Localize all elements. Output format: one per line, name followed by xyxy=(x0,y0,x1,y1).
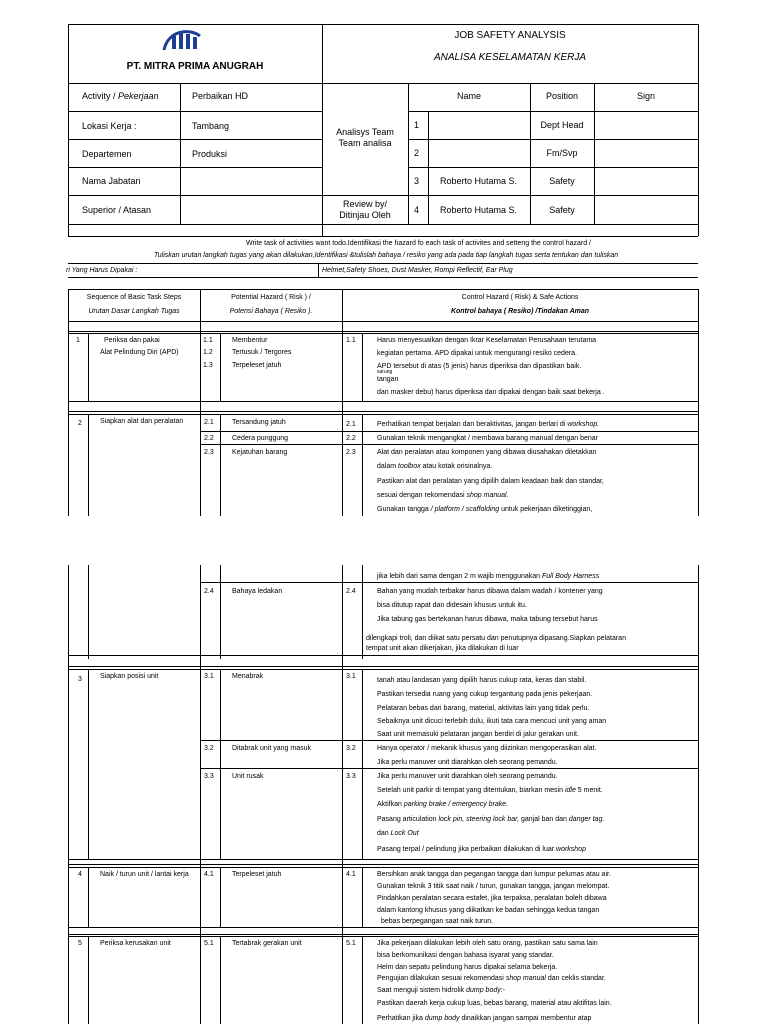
text-cell: 3.2 xyxy=(204,745,214,752)
text-cell: 2.3 xyxy=(204,449,214,456)
text-cell: Pasang articulation xyxy=(377,816,439,823)
team-row-name: Roberto Hutama S. xyxy=(440,205,518,215)
table-rule xyxy=(362,333,363,401)
table-rule xyxy=(68,414,698,415)
text-cell: tangan xyxy=(377,376,399,383)
text-cell: jika lebih dari sama dengan 2 m wajib menggunakan xyxy=(377,573,542,580)
team-row-position: Safety xyxy=(549,176,575,186)
text-line xyxy=(377,974,606,983)
text-line xyxy=(377,491,509,500)
table-rule xyxy=(362,565,363,659)
text-cell: bisa ditutup rapat dan didesain khusus untuk itu. xyxy=(377,602,527,609)
text-line xyxy=(377,800,508,809)
text-cell: 1.3 xyxy=(203,362,213,369)
team-row-no: 2 xyxy=(414,148,420,158)
text-cell: Terpeleset jatuh xyxy=(232,362,282,369)
text-cell: Saat menguji sistem hidrolik xyxy=(377,987,467,994)
col-name-header: Name xyxy=(456,91,481,101)
text-cell: Ditinjau Oleh xyxy=(339,210,391,220)
text-cell: dump body xyxy=(424,1015,460,1022)
text-cell: Gunakan teknik mengangkat / membawa barang manual dengan benar xyxy=(377,435,599,442)
table-rule xyxy=(68,139,322,140)
table-rule xyxy=(88,565,89,659)
table-rule xyxy=(220,565,221,659)
table-rule xyxy=(68,277,698,278)
text-cell: Alat Pelindung Diri (APD) xyxy=(100,349,179,356)
activity-label xyxy=(82,91,159,101)
table-rule xyxy=(698,565,699,1024)
table-rule xyxy=(68,867,698,868)
departemen-label: Departemen xyxy=(82,149,132,159)
table-rule xyxy=(68,655,698,656)
table-rule xyxy=(200,565,201,1024)
table-rule xyxy=(68,934,698,935)
text-cell: 2.2 xyxy=(204,435,214,442)
text-cell: Ditabrak unit yang masuk xyxy=(232,745,311,752)
table-rule xyxy=(408,139,698,140)
table-rule xyxy=(68,333,698,334)
text-cell: Membentur xyxy=(232,337,268,344)
text-cell: Analisys Team xyxy=(336,127,394,137)
text-line xyxy=(377,1014,591,1023)
page-break xyxy=(60,517,710,565)
col-seq-id: Urutan Dasar Langkah Tugas xyxy=(88,308,180,315)
table-rule xyxy=(88,867,89,927)
table-rule xyxy=(68,565,69,1024)
team-row-no: 1 xyxy=(414,120,420,130)
text-cell: 3.3 xyxy=(346,773,356,780)
col-hazard-id: Potensi Bahaya ( Resiko ). xyxy=(229,308,313,315)
table-rule xyxy=(68,401,698,402)
col-hazard-en: Potential Hazard ( Risk ) / xyxy=(231,294,311,301)
text-line xyxy=(377,786,603,795)
text-cell: Bahaya ledakan xyxy=(232,588,283,595)
text-cell: idle xyxy=(564,787,576,794)
table-rule xyxy=(68,936,698,937)
table-rule xyxy=(68,167,322,168)
text-cell: / platform / scaffolding xyxy=(430,506,500,513)
text-cell: Kejatuhan barang xyxy=(232,449,288,456)
text-line xyxy=(377,572,599,581)
text-cell: Periksa kerusakan unit xyxy=(100,940,171,947)
table-rule xyxy=(594,83,595,224)
text-cell: workshop. xyxy=(567,421,600,428)
text-cell: dan masker debu) harus diperiksa dan dipakai dengan baik saat bekerja . xyxy=(377,389,605,396)
text-cell: Pastikan tersedia ruang yang cukup tergantung pada jenis pekerjaan. xyxy=(377,691,593,698)
apd-label: ri Yang Harus Dipakai : xyxy=(66,267,138,274)
departemen-value: Produksi xyxy=(192,149,228,159)
text-cell: 1.2 xyxy=(203,349,213,356)
text-cell: Pekerjaan xyxy=(118,91,159,101)
superior-label: Superior / Atasan xyxy=(82,205,152,215)
text-cell: 3.1 xyxy=(346,673,356,680)
text-cell: Bersihkan anak tangga dan pegangan tangga dari lumpur pelumas atau air. xyxy=(377,871,611,878)
table-rule xyxy=(342,565,343,1024)
text-cell: 1 xyxy=(76,337,80,344)
text-cell: Pengujian dilakukan sesuai rekomendasi xyxy=(377,975,506,982)
text-cell: Hanya operator / mekanik khusus yang diizinkan mengoperasikan alat. xyxy=(377,745,597,752)
table-rule xyxy=(68,24,698,25)
table-rule xyxy=(68,236,698,237)
text-cell: dilengkapi troli, dan diikat satu persatu dan penutupnya dipasang.Siapkan pelataran xyxy=(366,635,626,642)
company-name: PT. MITRA PRIMA ANUGRAH xyxy=(126,61,264,72)
text-line xyxy=(377,505,592,514)
text-cell: 2.2 xyxy=(346,435,356,442)
instruction-line-en: Write task of activities want todo.Identifikasi the hazard fo each task of activites and setteng the control hazard / xyxy=(246,240,591,247)
text-cell: APD tersebut di atas (5 jenis) harus diperiksa dan dipastikan baik. xyxy=(377,363,582,370)
text-line xyxy=(377,829,419,838)
table-rule xyxy=(88,414,89,516)
table-rule xyxy=(220,333,221,401)
col-sign-header: Sign xyxy=(636,91,655,101)
table-rule xyxy=(220,414,221,516)
instruction-line-id: Tuliskan urutan langkah tugas yang akan dilakukan,Identifikasi &tulislah bahaya / resiko yang ada pada tiap langkah tugas serta tentukan dan tuliskan xyxy=(154,252,619,259)
table-rule xyxy=(322,195,698,196)
table-rule xyxy=(68,411,698,412)
col-position-header: Position xyxy=(545,91,579,101)
table-rule xyxy=(698,289,699,516)
table-rule xyxy=(68,927,698,928)
text-cell: Siapkan posisi unit xyxy=(100,673,159,680)
team-row-name: Roberto Hutama S. xyxy=(440,176,518,186)
table-rule xyxy=(200,582,698,583)
text-cell: Gunakan teknik 3 titik saat naik / turun, gunakan tangga, jangan melompat. xyxy=(377,883,610,890)
table-rule xyxy=(68,331,698,332)
text-cell: Periksa dan pakai xyxy=(104,337,160,344)
col-seq-en: Sequence of Basic Task Steps xyxy=(86,294,182,301)
text-cell: Pindahkan peralatan secara estafet, jika terpaksa, peralatan boleh dibawa xyxy=(377,895,607,902)
text-cell: shop manual. xyxy=(466,492,509,499)
text-line xyxy=(377,420,599,429)
text-cell: Pelataran bebas dari barang, material, aktivitas lain yang tidak perlu. xyxy=(377,705,590,712)
text-line xyxy=(377,815,604,824)
text-cell: toolbox xyxy=(398,463,421,470)
text-cell: Unit rusak xyxy=(232,773,264,780)
team-row-position: Dept Head xyxy=(540,120,584,130)
text-cell: Alat dan peralatan atau komponen yang dibawa diusahakan diletakkan xyxy=(377,449,597,456)
table-rule xyxy=(362,414,363,516)
text-cell: sesuai dengan rekomendasi xyxy=(377,492,467,499)
text-cell: 5.1 xyxy=(204,940,214,947)
text-cell: 2.4 xyxy=(204,588,214,595)
table-rule xyxy=(68,263,698,264)
table-rule xyxy=(342,289,343,516)
doc-subtitle: ANALISA KESELAMATAN KERJA xyxy=(433,52,587,63)
text-cell: Perhatikan jika xyxy=(377,1015,425,1022)
analysis-team-label xyxy=(322,127,408,149)
company-logo-icon xyxy=(160,26,204,52)
text-cell: Tertusuk / Tergores xyxy=(232,349,292,356)
table-rule xyxy=(68,859,698,860)
text-cell: atau kotak orisinalnya. xyxy=(420,463,493,470)
table-rule xyxy=(88,333,89,401)
table-rule xyxy=(408,83,409,224)
table-rule xyxy=(68,289,698,290)
text-cell: parking brake / emergency brake. xyxy=(403,801,509,808)
text-cell: untuk pekerjaan diketinggian, xyxy=(499,506,593,513)
text-cell: lock pin, steering lock bar, xyxy=(438,816,520,823)
review-label xyxy=(322,199,408,221)
text-cell: Terpeleset jatuh xyxy=(232,871,282,878)
text-cell: 5 xyxy=(78,940,82,947)
text-cell: Activity / xyxy=(82,91,116,101)
text-cell: 3.2 xyxy=(346,745,356,752)
text-cell: 5 menit. xyxy=(575,787,603,794)
text-cell: 1.1 xyxy=(203,337,213,344)
table-rule xyxy=(220,669,221,859)
text-cell: kegiatan pertama. APD dipakai untuk mengurangi resiko cedera. xyxy=(377,350,578,357)
text-cell: dalam kantong khusus yang diikatkan ke badan sehingga kedua tangan xyxy=(377,907,600,914)
team-row-no: 3 xyxy=(414,176,420,186)
text-cell: Siapkan alat dan peralatan xyxy=(100,418,184,425)
text-cell: Menabrak xyxy=(232,673,264,680)
table-rule xyxy=(180,83,181,224)
apd-value: Helmet,Safety Shoes, Dust Masker, Rompi Reflectif, Ear Plug xyxy=(322,267,513,274)
table-rule xyxy=(88,936,89,1024)
table-rule xyxy=(68,195,322,196)
table-rule xyxy=(68,666,698,667)
text-cell: Tersandung jatuh xyxy=(232,419,286,426)
table-rule xyxy=(200,431,698,432)
table-rule xyxy=(362,669,363,859)
table-rule xyxy=(68,321,698,322)
text-cell: Harus menyesuaikan dengan Ikrar Keselamatan Perusahaan terutama xyxy=(377,337,597,344)
table-rule xyxy=(68,289,69,516)
text-cell: Jika tabung gas bertekanan harus dibawa, maka tabung tersebut harus xyxy=(377,616,598,623)
text-cell: 2.1 xyxy=(346,421,356,428)
text-cell: Sebaiknya unit dicuci terlebih dulu, ikuti tata cara mencuci unit yang aman xyxy=(377,718,607,725)
table-rule xyxy=(220,936,221,1024)
text-cell: danger tag. xyxy=(568,816,605,823)
text-cell: tempat unit akan dikerjakan, jika dilakukan di luar xyxy=(366,645,519,652)
table-rule xyxy=(698,24,699,236)
table-rule xyxy=(408,111,698,112)
table-rule xyxy=(68,669,698,670)
text-cell: 1.1 xyxy=(346,337,356,344)
text-cell: dinaikkan jangan sampai membentur atap xyxy=(459,1015,592,1022)
text-cell: Team analisa xyxy=(338,138,392,148)
table-rule xyxy=(68,224,698,225)
col-control-id: Kontrol bahaya ( Resiko) /Tindakan Aman xyxy=(450,308,590,315)
jabatan-label: Nama Jabatan xyxy=(82,176,141,186)
text-cell: tanah atau landasan yang dipilih harus cukup rata, keras dan stabil. xyxy=(377,677,587,684)
text-cell: Perhatikan tempat berjalan dan beraktivitas, jangan berlari di xyxy=(377,421,568,428)
text-cell: bebas berpegangan saat naik turun. xyxy=(381,918,494,925)
lokasi-value: Tambang xyxy=(192,121,230,131)
text-cell: 3.1 xyxy=(204,673,214,680)
table-rule xyxy=(200,444,698,445)
text-cell: Full Body Harness xyxy=(542,573,600,580)
text-cell: Jika perlu manuver unit diarahkan oleh seorang pemandu. xyxy=(377,773,558,780)
text-line: Saat menguji sistem hidrolik dump body:- xyxy=(377,987,506,994)
col-control-en: Control Hazard ( Risk) & Safe Actions xyxy=(461,294,579,301)
text-cell: ganjal ban dan xyxy=(519,816,569,823)
text-cell: 3 xyxy=(78,676,82,683)
text-cell: workshop xyxy=(556,846,586,853)
activity-value: Perbaikan HD xyxy=(192,91,249,101)
text-cell: Helm dan sepatu pelindung harus dipakai selama bekerja. xyxy=(377,964,558,971)
table-rule xyxy=(88,669,89,859)
text-cell: Bahan yang mudah terbakar harus dibawa dalam wadah / kontener yang xyxy=(377,588,603,595)
text-cell: Gunakan tangga xyxy=(377,506,431,513)
team-row-position: Fm/Svp xyxy=(546,148,578,158)
text-cell: dalam xyxy=(377,463,399,470)
text-cell: 4 xyxy=(78,871,82,878)
table-rule xyxy=(318,263,319,277)
text-cell: 2.1 xyxy=(204,419,214,426)
text-cell: 2.4 xyxy=(346,588,356,595)
text-cell: dan xyxy=(377,830,391,837)
text-cell: Cedera punggung xyxy=(232,435,289,442)
table-rule xyxy=(68,24,69,236)
text-cell: Pasang terpal / pelindung jika perbaikan dilakukan di luar xyxy=(377,846,557,853)
table-rule xyxy=(408,167,698,168)
table-rule xyxy=(200,768,698,769)
text-cell: Pastikan alat dan peralatan yang dipilih dalam keadaan baik dan standar, xyxy=(377,478,604,485)
doc-title: JOB SAFETY ANALYSIS xyxy=(454,30,566,41)
text-cell: sarung xyxy=(377,369,393,375)
table-rule xyxy=(68,83,698,84)
text-cell: shop manual xyxy=(505,975,546,982)
text-cell: dan ceklis standar. xyxy=(545,975,606,982)
text-cell: Jika pekerjaan dilakukan lebih oleh satu orang, pastikan satu sama lain xyxy=(377,940,598,947)
table-rule xyxy=(68,864,698,865)
text-cell: Lock Out xyxy=(390,830,419,837)
table-rule xyxy=(200,740,698,741)
table-rule xyxy=(200,289,201,516)
text-cell: 3.3 xyxy=(204,773,214,780)
table-rule xyxy=(68,111,322,112)
text-cell: 4.1 xyxy=(346,871,356,878)
text-line xyxy=(377,845,586,854)
table-rule xyxy=(220,867,221,927)
text-cell: Pastikan daerah kerja cukup luas, bebas barang, material atau aktifitas lain. xyxy=(377,1000,612,1007)
text-cell: 2.3 xyxy=(346,449,356,456)
table-rule xyxy=(362,936,363,1024)
text-cell: Naik / turun unit / lantai kerja xyxy=(100,871,189,878)
text-cell: Jika perlu manuver unit diarahkan oleh seorang pemandu. xyxy=(377,759,558,766)
text-cell: Aktifkan xyxy=(377,801,404,808)
team-row-position: Safety xyxy=(549,205,575,215)
team-row-no: 4 xyxy=(414,205,420,215)
text-cell: Setelah unit parkir di tempat yang ditentukan, biarkan mesin xyxy=(377,787,565,794)
text-cell: 2 xyxy=(78,420,82,427)
lokasi-label: Lokasi Kerja : xyxy=(82,121,137,131)
text-cell: Saat unit memasuki pelataran jangan berdiri di jalur gerakan unit. xyxy=(377,731,579,738)
text-cell: Tertabrak gerakan unit xyxy=(232,940,302,947)
text-cell: Review by/ xyxy=(342,199,387,209)
table-rule xyxy=(362,867,363,927)
text-cell: dump body xyxy=(466,987,501,994)
text-cell: 4.1 xyxy=(204,871,214,878)
text-line xyxy=(377,462,492,471)
text-cell: 5.1 xyxy=(346,940,356,947)
text-cell: bisa berkomunikasi dengan bahasa isyarat yang standar. xyxy=(377,952,554,959)
